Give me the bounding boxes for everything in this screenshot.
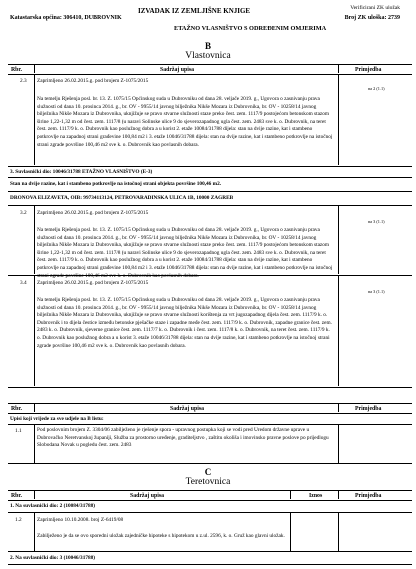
ownership-type: ETAŽNO VLASNIŠTVO S ODREĐENIM OMJERIMA (174, 25, 327, 32)
owner-line: DRONOVA ELIZAVETA, OIB: 99734113124, PETROVARADINSKA ULICA 1B, 10000 ZAGREB (10, 195, 234, 201)
row-border (8, 275, 412, 276)
column-divider (338, 490, 339, 499)
entry-date: Zaprimljeno 26.02.2015.g. pod brojem Z-1075/2015 (37, 280, 149, 286)
upisi-header-bottom (8, 413, 412, 414)
row-border (8, 424, 412, 425)
entry-note: na 3 (1.1) (368, 219, 385, 224)
c-header-sadrzaj: Sadržaj upisa (130, 493, 164, 499)
c-table-top-border (8, 490, 412, 491)
row-border (8, 512, 412, 513)
column-divider (34, 490, 35, 499)
entry-date: Zaprimljeno 26.02.2015.g. pod brojem Z-1075/2015 (37, 210, 149, 216)
section-b-letter: B (204, 41, 211, 51)
column-divider (338, 513, 339, 551)
column-divider (338, 206, 339, 274)
column-divider (338, 425, 339, 463)
upisi-bottom-border (8, 463, 412, 464)
entry-rbr: 2.3 (20, 78, 27, 84)
row-border (8, 177, 412, 178)
section-c-letter: C (204, 467, 212, 477)
header-bottom-border (8, 74, 412, 75)
row-border (8, 205, 412, 206)
verified-label: Verificirani ZK uložak (350, 5, 400, 11)
row-border (8, 564, 412, 565)
share-description: Stan na dvije razine, kat i stambeno potkrovlje na istočnoj strani objekta površine 100,46 m2. (10, 181, 222, 187)
c-header-bottom (8, 500, 412, 501)
row-border (8, 191, 412, 192)
entry-note: na 2 (1.1) (368, 86, 385, 91)
c-header-iznos: Iznos (309, 493, 323, 499)
entry-note: na 3 (1.1) (368, 289, 385, 294)
c-entry-date: Zaprimljeno 10.10.2008. broj Z-6419/08 (37, 517, 124, 523)
column-divider (34, 513, 35, 551)
column-header-sadrzaj: Sadržaj upisa (160, 67, 194, 73)
entry-text: Na temelju Rješenja posl. br. 13. Z. 1075/15 Općinskog suda u Dubrovniku od dana 28. veljače 2019. g., Ugovora o zasnivanju prava služnosti od dana 10. prosinca 2014. g., br. OV - 9955/14 javnog bilježnika Nikše Mozara iz Dubrovnika, br. OV - 10258/14 javnog bilježnika Nikše Mozara iz Dubrovnika, uknjižuje se pravo stvarne služnosti staze preko čest. zem. 1117/9 postojećom betonskom stazom širine 1,22-1,32 m od čest. zem. 1117/8 (u naravi Solinske ulice 9 do sjeverozapadnog ugla čest. zem. 2483 sve k. o. Dubrovnik, na teret čest. zem. 1117/9 k. o. Dubrovnik kao poslužnog dobra a u korist 2. etaže 10084/31788 dijela: stan na dvije razine, kat i stambeno potkrovlje na zapadnoj strani građevine 100,84 m2 i 3. etaže 10046/31788 dijela: stan na dvije razine, kat i stambeno potkrovlje na istočnoj strani zgrade površine 100,46 m2 sve k. o. Dubrovnik kao povlasnih dobara. (37, 227, 333, 279)
row-border (8, 551, 412, 552)
column-divider (338, 75, 339, 165)
c-entry-rbr: 1.2 (15, 517, 22, 523)
upisi-header-rbr: Rbr. (11, 406, 22, 412)
share-heading: 3. Suvlasnički dio: 10046/31788 ETAŽNO VLASNIŠTVO (E-3) (10, 169, 153, 175)
c-share-row-2: 2. Na suvlasnički dio: 3 (10046/31788) (10, 555, 96, 561)
c-header-rbr: Rbr. (11, 493, 22, 499)
column-divider (34, 403, 35, 412)
entry-rbr: 3.4 (20, 280, 27, 286)
upisi-text: Pod poslovnim brojem Z. 3304/06 zabilježeno je rješenje spora - upravnog postupka koji se vodi pred Uredom državne uprave u Dubrovačko Neretvanskoj županiji, Služba za prostorno uređenje, graditeljstvo , zaštitu okoliša i imovinsko pravne poslove po prijedlogu Slobodana Novak u pogledu čest. zem. 2483 (37, 427, 329, 449)
row-border (8, 166, 412, 167)
column-divider (34, 276, 35, 386)
cadastral-municipality: Katastarska općina: 306410, DUBROVNIK (10, 15, 122, 21)
folio-number: Broj ZK uloška: 2739 (344, 15, 400, 21)
entry-rbr: 3.2 (20, 210, 27, 216)
column-divider (290, 513, 291, 551)
c-share-row: 1. Na suvlasnički dio: 2 (10084/31788) (10, 503, 96, 509)
column-divider (290, 490, 291, 499)
upisi-rbr: 1.1 (15, 428, 22, 434)
table-top-border (8, 64, 412, 65)
entry-text: Na temelju Rješenja posl. br. 13. Z. 1075/15 Općinskog suda u Dubrovniku od dana 28. veljače 2019. g., Ugovora o zasnivanju prava služnosti od dana 10. prosinca 2014. g., br. OV - 9955/14 javnog bilježnika Nikše Mozara iz Dubrovnika, br. OV - 10258/14 javnog bilježnika Nikše Mozara iz Dubrovnika, uknjižuje se pravo stvarne služnosti korištenja za vrt jugozapadnog dijela čest. zem. 1117/9 k. o. Dubrovnik i to dijela čestice između betonske pješačke staze i zapadne međe čest. zem. 1117/9 k. o. Dubrovnik, zapadne granice čest. zem. 2483 k. o. Dubrovnik, sjeverne granice čest. zem. 1117/7 k. o. Dubrovnik i čest. zem. 1117/8 k. o. Dubrovnik, na teret čest. zem. 1117/9 k. o. Dubrovnik kao poslužnog dobra a u korist 3. etaže 10046/31788 dijela: stan na dvije razine, kat i stambeno potkrovlje na istočnoj strani zgrade površine 100,46 m2 sve k. o. Dubrovnik kao povlasnih dobara. (37, 297, 332, 349)
column-divider (34, 75, 35, 165)
column-divider (338, 276, 339, 386)
upisi-header-primjedba: Primjedba (355, 406, 382, 412)
entry-text: Na temelju Rješenja posl. br. 13. Z. 1075/15 Općinskog suda u Dubrovniku od dana 28. veljače 2019. g., Ugovora o zasnivanju prava služnosti od dana 10. prosinca 2014. g., br. OV - 9955/14 javnog bilježnika Nikše Mozara iz Dubrovnika, br. OV - 10258/14 javnog bilježnika Nikše Mozara iz Dubrovnika, uknjižuje se pravo stvarne služnosti staze preko čest. zem. 1117/9 postojećom betonskom stazom širine 1,22-1,32 m od čest. zem. 1117/8 (u naravi Solinske ulice 9 do sjeverozapadnog ugla čest. zem. 2483 sve k. o. Dubrovnik, na teret čest. zem. 1117/9 k. o. Dubrovnik kao poslužnog dobra a u korist 2. etaže 10084/31788 dijela: stan na dvije razine, kat i stambeno potkrovlje na zapadnoj strani građevine 100,84 m2 i 3. etaže 10046/31788 dijela: stan na dvije razine, kat i stambeno potkrovlje na istočnoj strani zgrade površine 100,46 m2 sve k. o. Dubrovnik kao povlasnih dobara. (37, 96, 333, 148)
column-header-rbr: Rbr. (11, 67, 22, 73)
column-header-primjedba: Primjedba (355, 67, 382, 73)
c-header-primjedba: Primjedba (355, 493, 382, 499)
entry-date: Zaprimljeno 26.02.2015.g. pod brojem Z-1075/2015 (37, 78, 149, 84)
upisi-header-sadrzaj: Sadržaj upisa (170, 406, 204, 412)
section-c-title: Teretovnica (185, 477, 231, 487)
section-b-title: Vlastovnica (185, 51, 231, 61)
table-bottom-border (8, 387, 412, 388)
column-divider (338, 403, 339, 412)
upisi-top-border (8, 403, 412, 404)
column-divider (338, 64, 339, 73)
c-entry-text: Zabilježeno je da se ovo sporedni uložak zajedničke hipoteke s hipotekom u z.ul. 2596, k. o. Gruž kao glavni uložak. (37, 533, 285, 539)
column-divider (34, 425, 35, 463)
column-divider (34, 64, 35, 73)
upisi-heading: Upisi koji vrijede za sve udjele na B listu: (10, 416, 104, 422)
document-title: IZVADAK IZ ZEMLJIŠNE KNJIGE (138, 7, 251, 15)
column-divider (34, 206, 35, 274)
